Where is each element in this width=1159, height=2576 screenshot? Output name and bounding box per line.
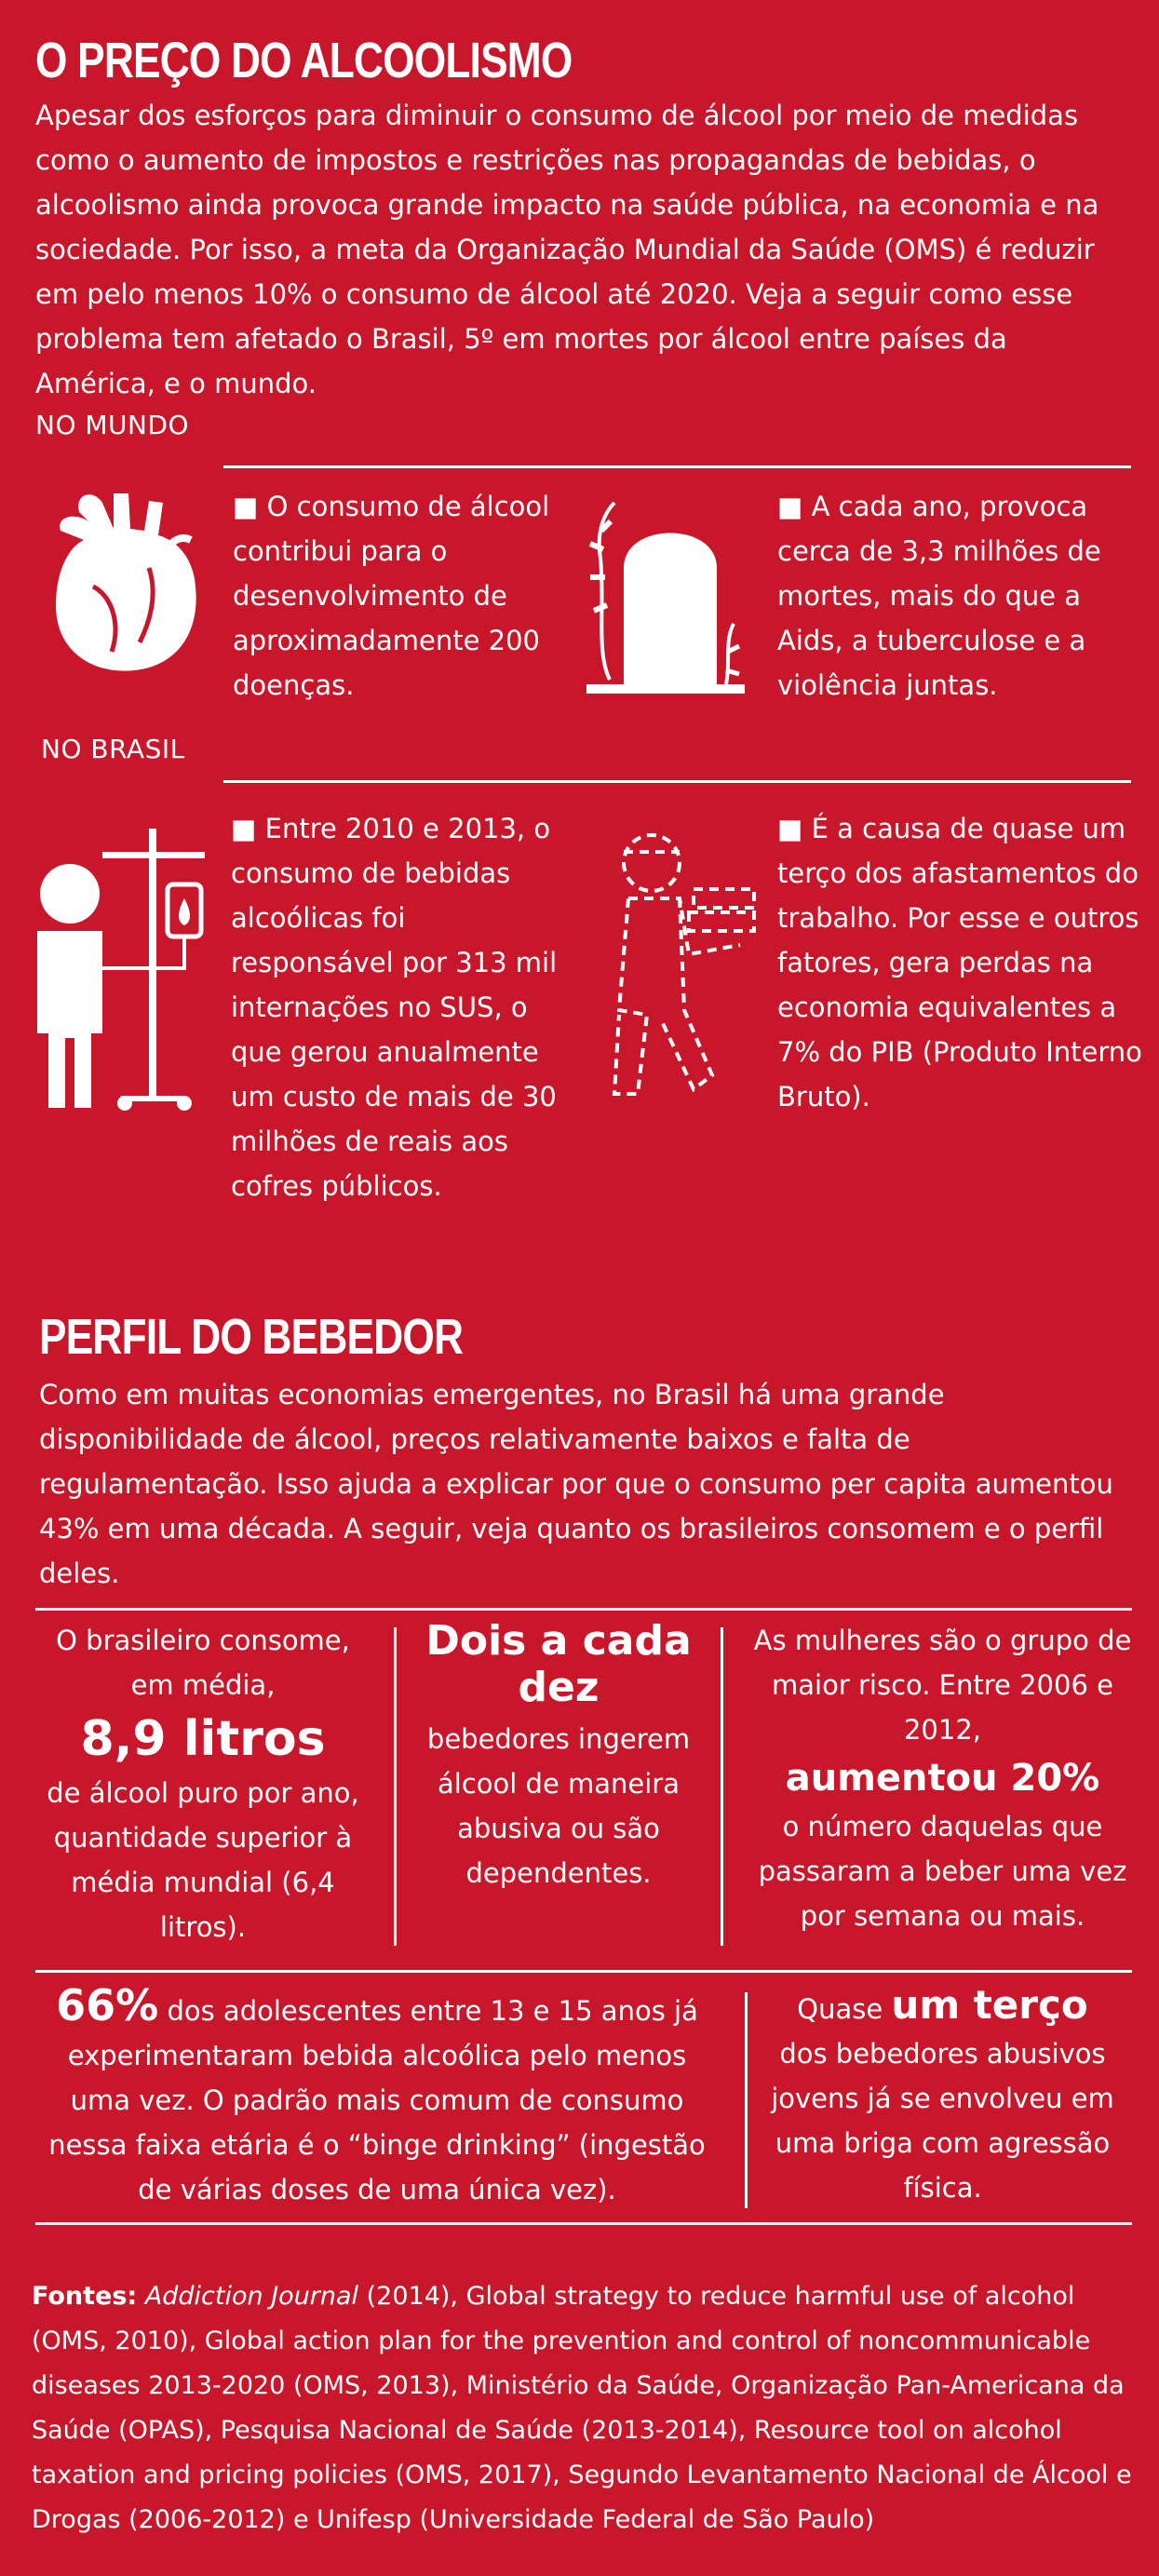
stat-post-text: dos bebedores abusivos jovens já se envolveu em uma briga com agressão física. [771, 2038, 1114, 2204]
divider [745, 1992, 748, 2208]
stat-pre-text: As mulheres são o grupo de maior risco. Entre 2006 e 2012, [753, 1625, 1132, 1746]
sources-label: Fontes: [32, 2282, 138, 2311]
stat-highlight: aumentou 20% [785, 1757, 1100, 1800]
stat-pre-text: O brasileiro consome, em média, [56, 1625, 350, 1701]
stat-highlight: um terço [891, 1982, 1088, 2028]
stat-pre-text: Quase [797, 1993, 892, 2025]
divider [721, 1627, 723, 1946]
section-label-world: NO MUNDO [35, 410, 190, 440]
section-label-brazil: NO BRASIL [41, 734, 185, 764]
profile-title: PERFIL DO BEBEDOR [39, 1309, 464, 1365]
tombstone-icon [577, 493, 754, 698]
stat-highlight: 8,9 litros [80, 1711, 326, 1767]
page-title: O PREÇO DO ALCOOLISMO [35, 33, 573, 88]
divider [223, 780, 1131, 783]
stat-box-adolescents [37, 1980, 717, 2212]
stat-highlight: 66% [56, 1980, 159, 2030]
world-fact-2: ■ A cada ano, provoca cerca de 3,3 milhões de mortes, mais do que a Aids, a tuberculose e a violência juntas. [777, 491, 1101, 701]
stat-box-women [745, 1618, 1140, 1938]
stat-box-average-liters [35, 1618, 371, 1949]
worker-outline-icon [600, 824, 763, 1103]
heart-icon [47, 484, 205, 680]
intro-text: Apesar dos esforços para diminuir o consumo de álcool por meio de medidas como o aumento de impostos e restrições nas propagandas de bebidas, o alcoolismo ainda provoca grande impacto na saúde pública, na economia e na sociedade. Por isso, a meta da Organização Mundial da Saúde (OMS) é reduzir em pelo menos 10% o consumo de álcool até 2020. Veja a seguir como esse problema tem afetado o Brasil, 5º em mortes por álcool entre países da América, e o mundo. [35, 100, 1099, 399]
stat-post-text: de álcool puro por ano, quantidade superior à média mundial (6,4 litros). [47, 1777, 359, 1943]
divider [35, 2222, 1132, 2225]
stat-post-text: dos adolescentes entre 13 e 15 anos já experimentaram bebida alcoólica pelo menos uma vez. O padrão mais comum de consumo nessa faixa etária é o “binge drinking” (ingestão de várias doses de uma única vez). [48, 1995, 706, 2205]
stat-box-two-in-ten [410, 1618, 708, 1895]
world-fact-1: ■ O consumo de álcool contribui para o desenvolvimento de aproximadamente 200 doenças. [233, 491, 550, 701]
patient-iv-icon [28, 829, 223, 1117]
divider [35, 1608, 1132, 1611]
divider [223, 465, 1131, 468]
profile-intro: Como em muitas economias emergentes, no Brasil há uma grande disponibilidade de álcool, preços relativamente baixos e falta de regulamentação. Isso ajuda a explicar por que o consumo per capita aumentou 43% em uma década. A seguir, veja quanto os brasileiros consomem e o perfil deles. [39, 1379, 1113, 1589]
sources-note [32, 2274, 1139, 2542]
stat-post-text: bebedores ingerem álcool de maneira abusiva ou são dependentes. [426, 1723, 691, 1889]
divider [394, 1627, 397, 1946]
brazil-fact-1: ■ Entre 2010 e 2013, o consumo de bebidas alcoólicas foi responsável por 313 mil internações no SUS, o que gerou anualmente um custo de mais de 30 milhões de reais aos cofres públicos. [231, 813, 558, 1202]
stat-highlight: Dois a cada dez [425, 1617, 692, 1711]
divider [35, 1970, 1132, 1973]
brazil-fact-2: ■ É a causa de quase um terço dos afastamentos do trabalho. Por esse e outros fatores, gera perdas na economia equivalentes a 7% do PIB (Produto Interno Bruto). [777, 813, 1142, 1113]
stat-post-text: o número daquelas que passaram a beber uma vez por semana ou mais. [758, 1811, 1127, 1932]
stat-box-one-third [763, 1983, 1122, 2210]
sources-journal: Addiction Journal [144, 2282, 359, 2311]
sources-text: (2014), Global strategy to reduce harmful use of alcohol (OMS, 2010), Global action plan for the prevention and control of noncommunicable diseases 2013-2020 (OMS, 2013), Ministério da Saúde, Organização Pan-Americana da Saúde (OPAS), Pesquisa Nacional de Saúde (2013-2014), Resource tool on alcohol taxation and pricing policies (OMS, 2017), Segundo Levantamento Nacional de Álcool e Drogas (2006-2012) e Unifesp (Universidade Federal de São Paulo) [32, 2282, 1132, 2534]
